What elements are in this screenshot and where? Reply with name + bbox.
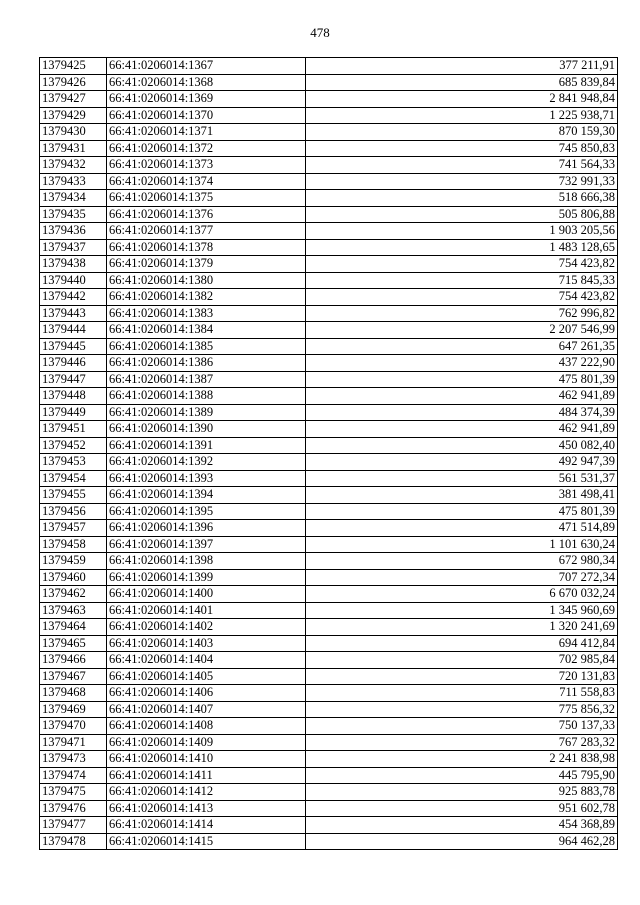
value-cell: 707 272,34 [306, 569, 618, 586]
cadastral-number-cell: 66:41:0206014:1409 [107, 734, 306, 751]
row-id-cell: 1379438 [40, 256, 107, 273]
value-cell: 672 980,34 [306, 553, 618, 570]
cadastral-number-cell: 66:41:0206014:1396 [107, 520, 306, 537]
row-id-cell: 1379466 [40, 652, 107, 669]
cadastral-number-cell: 66:41:0206014:1374 [107, 173, 306, 190]
value-cell: 964 462,28 [306, 833, 618, 850]
cadastral-number-cell: 66:41:0206014:1405 [107, 668, 306, 685]
value-cell: 2 241 838,98 [306, 751, 618, 768]
row-id-cell: 1379437 [40, 239, 107, 256]
value-cell: 925 883,78 [306, 784, 618, 801]
value-cell: 445 795,90 [306, 767, 618, 784]
cadastral-number-cell: 66:41:0206014:1379 [107, 256, 306, 273]
cadastral-number-cell: 66:41:0206014:1411 [107, 767, 306, 784]
value-cell: 1 101 630,24 [306, 536, 618, 553]
table-row [40, 421, 618, 438]
table-row [40, 322, 618, 339]
table-row [40, 388, 618, 405]
table-row [40, 817, 618, 834]
row-id-cell: 1379449 [40, 404, 107, 421]
cadastral-number-cell: 66:41:0206014:1368 [107, 74, 306, 91]
cadastral-number-cell: 66:41:0206014:1414 [107, 817, 306, 834]
row-id-cell: 1379465 [40, 635, 107, 652]
row-id-cell: 1379447 [40, 371, 107, 388]
row-id-cell: 1379470 [40, 718, 107, 735]
table-row [40, 157, 618, 174]
cadastral-number-cell: 66:41:0206014:1390 [107, 421, 306, 438]
value-cell: 437 222,90 [306, 355, 618, 372]
row-id-cell: 1379444 [40, 322, 107, 339]
row-id-cell: 1379475 [40, 784, 107, 801]
row-id-cell: 1379453 [40, 454, 107, 471]
row-id-cell: 1379448 [40, 388, 107, 405]
value-cell: 702 985,84 [306, 652, 618, 669]
table-row [40, 190, 618, 207]
table-row [40, 239, 618, 256]
table-row [40, 520, 618, 537]
table-row [40, 685, 618, 702]
value-cell: 561 531,37 [306, 470, 618, 487]
row-id-cell: 1379458 [40, 536, 107, 553]
value-cell: 732 991,33 [306, 173, 618, 190]
row-id-cell: 1379460 [40, 569, 107, 586]
table-row [40, 553, 618, 570]
cadastral-number-cell: 66:41:0206014:1403 [107, 635, 306, 652]
value-cell: 745 850,83 [306, 140, 618, 157]
value-cell: 2 207 546,99 [306, 322, 618, 339]
table-row [40, 355, 618, 372]
table-row [40, 569, 618, 586]
table-row [40, 718, 618, 735]
cadastral-number-cell: 66:41:0206014:1378 [107, 239, 306, 256]
row-id-cell: 1379454 [40, 470, 107, 487]
row-id-cell: 1379442 [40, 289, 107, 306]
row-id-cell: 1379473 [40, 751, 107, 768]
cadastral-number-cell: 66:41:0206014:1400 [107, 586, 306, 603]
cadastral-number-cell: 66:41:0206014:1397 [107, 536, 306, 553]
cadastral-number-cell: 66:41:0206014:1377 [107, 223, 306, 240]
table-row [40, 58, 618, 75]
table-row [40, 124, 618, 141]
row-id-cell: 1379434 [40, 190, 107, 207]
value-cell: 754 423,82 [306, 256, 618, 273]
table-row [40, 586, 618, 603]
cadastral-number-cell: 66:41:0206014:1375 [107, 190, 306, 207]
row-id-cell: 1379436 [40, 223, 107, 240]
cadastral-number-cell: 66:41:0206014:1372 [107, 140, 306, 157]
table-row [40, 404, 618, 421]
table-row [40, 602, 618, 619]
row-id-cell: 1379469 [40, 701, 107, 718]
row-id-cell: 1379432 [40, 157, 107, 174]
cadastral-number-cell: 66:41:0206014:1382 [107, 289, 306, 306]
value-cell: 471 514,89 [306, 520, 618, 537]
table-row [40, 503, 618, 520]
table-row [40, 800, 618, 817]
cadastral-number-cell: 66:41:0206014:1371 [107, 124, 306, 141]
table-row [40, 668, 618, 685]
table-row [40, 619, 618, 636]
row-id-cell: 1379459 [40, 553, 107, 570]
value-cell: 685 839,84 [306, 74, 618, 91]
table-row [40, 256, 618, 273]
row-id-cell: 1379464 [40, 619, 107, 636]
value-cell: 505 806,88 [306, 206, 618, 223]
row-id-cell: 1379445 [40, 338, 107, 355]
table-row [40, 751, 618, 768]
table-body [40, 58, 618, 850]
table-row [40, 470, 618, 487]
cadastral-number-cell: 66:41:0206014:1370 [107, 107, 306, 124]
row-id-cell: 1379431 [40, 140, 107, 157]
cadastral-number-cell: 66:41:0206014:1388 [107, 388, 306, 405]
value-cell: 381 498,41 [306, 487, 618, 504]
table-row [40, 91, 618, 108]
value-cell: 1 320 241,69 [306, 619, 618, 636]
row-id-cell: 1379467 [40, 668, 107, 685]
table-row [40, 223, 618, 240]
cadastral-number-cell: 66:41:0206014:1413 [107, 800, 306, 817]
row-id-cell: 1379443 [40, 305, 107, 322]
value-cell: 715 845,33 [306, 272, 618, 289]
value-cell: 475 801,39 [306, 371, 618, 388]
cadastral-number-cell: 66:41:0206014:1412 [107, 784, 306, 801]
value-cell: 754 423,82 [306, 289, 618, 306]
row-id-cell: 1379435 [40, 206, 107, 223]
page-number: 478 [310, 25, 330, 40]
value-cell: 475 801,39 [306, 503, 618, 520]
table-row [40, 784, 618, 801]
row-id-cell: 1379468 [40, 685, 107, 702]
value-cell: 1 483 128,65 [306, 239, 618, 256]
cadastral-number-cell: 66:41:0206014:1394 [107, 487, 306, 504]
cadastral-number-cell: 66:41:0206014:1386 [107, 355, 306, 372]
value-cell: 377 211,91 [306, 58, 618, 75]
row-id-cell: 1379452 [40, 437, 107, 454]
table-row [40, 272, 618, 289]
row-id-cell: 1379440 [40, 272, 107, 289]
cadastral-number-cell: 66:41:0206014:1410 [107, 751, 306, 768]
value-cell: 767 283,32 [306, 734, 618, 751]
cadastral-number-cell: 66:41:0206014:1406 [107, 685, 306, 702]
cadastral-number-cell: 66:41:0206014:1389 [107, 404, 306, 421]
cadastral-number-cell: 66:41:0206014:1380 [107, 272, 306, 289]
cadastral-number-cell: 66:41:0206014:1385 [107, 338, 306, 355]
cadastral-number-cell: 66:41:0206014:1367 [107, 58, 306, 75]
cadastral-number-cell: 66:41:0206014:1401 [107, 602, 306, 619]
row-id-cell: 1379477 [40, 817, 107, 834]
row-id-cell: 1379433 [40, 173, 107, 190]
row-id-cell: 1379457 [40, 520, 107, 537]
value-cell: 462 941,89 [306, 388, 618, 405]
table-row [40, 371, 618, 388]
row-id-cell: 1379471 [40, 734, 107, 751]
row-id-cell: 1379426 [40, 74, 107, 91]
cadastral-number-cell: 66:41:0206014:1392 [107, 454, 306, 471]
table-row [40, 305, 618, 322]
cadastral-number-cell: 66:41:0206014:1373 [107, 157, 306, 174]
cadastral-number-cell: 66:41:0206014:1383 [107, 305, 306, 322]
row-id-cell: 1379462 [40, 586, 107, 603]
cadastral-number-cell: 66:41:0206014:1384 [107, 322, 306, 339]
value-cell: 450 082,40 [306, 437, 618, 454]
data-table [39, 57, 618, 850]
row-id-cell: 1379478 [40, 833, 107, 850]
value-cell: 1 345 960,69 [306, 602, 618, 619]
cadastral-number-cell: 66:41:0206014:1404 [107, 652, 306, 669]
value-cell: 762 996,82 [306, 305, 618, 322]
cadastral-number-cell: 66:41:0206014:1399 [107, 569, 306, 586]
cadastral-number-cell: 66:41:0206014:1402 [107, 619, 306, 636]
cadastral-number-cell: 66:41:0206014:1393 [107, 470, 306, 487]
value-cell: 870 159,30 [306, 124, 618, 141]
cadastral-number-cell: 66:41:0206014:1387 [107, 371, 306, 388]
table-row [40, 107, 618, 124]
cadastral-number-cell: 66:41:0206014:1415 [107, 833, 306, 850]
value-cell: 750 137,33 [306, 718, 618, 735]
table-row [40, 734, 618, 751]
value-cell: 775 856,32 [306, 701, 618, 718]
value-cell: 694 412,84 [306, 635, 618, 652]
cadastral-number-cell: 66:41:0206014:1398 [107, 553, 306, 570]
table-row [40, 206, 618, 223]
row-id-cell: 1379463 [40, 602, 107, 619]
table-row [40, 767, 618, 784]
row-id-cell: 1379476 [40, 800, 107, 817]
row-id-cell: 1379430 [40, 124, 107, 141]
table-row [40, 437, 618, 454]
table-row [40, 140, 618, 157]
cadastral-number-cell: 66:41:0206014:1376 [107, 206, 306, 223]
cadastral-number-cell: 66:41:0206014:1408 [107, 718, 306, 735]
value-cell: 518 666,38 [306, 190, 618, 207]
table-row [40, 74, 618, 91]
value-cell: 6 670 032,24 [306, 586, 618, 603]
row-id-cell: 1379425 [40, 58, 107, 75]
cadastral-number-cell: 66:41:0206014:1391 [107, 437, 306, 454]
value-cell: 2 841 948,84 [306, 91, 618, 108]
value-cell: 484 374,39 [306, 404, 618, 421]
row-id-cell: 1379474 [40, 767, 107, 784]
table-row [40, 173, 618, 190]
value-cell: 1 225 938,71 [306, 107, 618, 124]
value-cell: 951 602,78 [306, 800, 618, 817]
table-row [40, 487, 618, 504]
value-cell: 647 261,35 [306, 338, 618, 355]
row-id-cell: 1379451 [40, 421, 107, 438]
table-row [40, 536, 618, 553]
cadastral-number-cell: 66:41:0206014:1369 [107, 91, 306, 108]
value-cell: 720 131,83 [306, 668, 618, 685]
value-cell: 454 368,89 [306, 817, 618, 834]
cadastral-number-cell: 66:41:0206014:1407 [107, 701, 306, 718]
value-cell: 492 947,39 [306, 454, 618, 471]
row-id-cell: 1379429 [40, 107, 107, 124]
value-cell: 741 564,33 [306, 157, 618, 174]
row-id-cell: 1379446 [40, 355, 107, 372]
table-row [40, 635, 618, 652]
table-row [40, 338, 618, 355]
table-row [40, 289, 618, 306]
cadastral-number-cell: 66:41:0206014:1395 [107, 503, 306, 520]
value-cell: 462 941,89 [306, 421, 618, 438]
row-id-cell: 1379455 [40, 487, 107, 504]
table-row [40, 652, 618, 669]
table-row [40, 454, 618, 471]
table-row [40, 701, 618, 718]
value-cell: 1 903 205,56 [306, 223, 618, 240]
table-row [40, 833, 618, 850]
row-id-cell: 1379456 [40, 503, 107, 520]
row-id-cell: 1379427 [40, 91, 107, 108]
value-cell: 711 558,83 [306, 685, 618, 702]
